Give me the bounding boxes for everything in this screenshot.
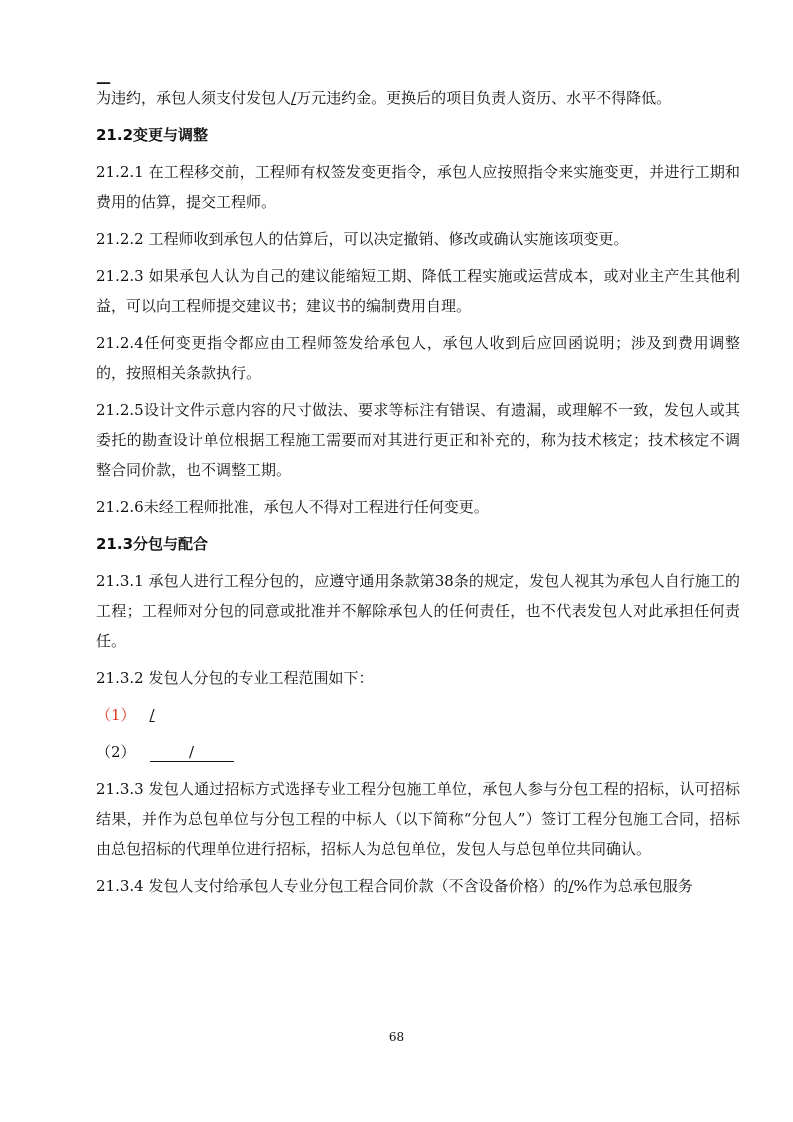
section-heading-21-3: 21.3分包与配合: [96, 535, 209, 553]
list-item-1-value: /: [149, 706, 155, 724]
paragraph-continuation: [96, 83, 740, 113]
page-number: 68: [388, 1030, 405, 1044]
list-item-2: [96, 737, 740, 767]
clause-21-2-1: 21.2.1 在工程移交前，工程师有权签发变更指令，承包人应按照指令来实施变更，并进行工期和费用的估算，提交工程师。: [96, 163, 740, 211]
clause-21-3-2: 21.3.2 发包人分包的专业工程范围如下：: [96, 669, 374, 687]
continuation-text-before: 为违约，承包人须支付发包人: [96, 89, 292, 107]
clause-21-3-4-after: %作为总承包服务: [573, 877, 693, 895]
section-heading-21-2: 21.2变更与调整: [96, 126, 209, 144]
clause-21-2-6: 21.2.6未经工程师批准，承包人不得对工程进行任何变更。: [96, 498, 489, 516]
top-dash-mark: —: [96, 73, 111, 91]
clause-21-3-3: 21.3.3 发包人通过招标方式选择专业工程分包施工单位，承包人参与分包工程的招标，认可招标结果，并作为总包单位与分包工程的中标人（以下简称“分包人”）签订工程分包施工合同，招标由总包招标的代理单位进行招标，招标人为总包单位，发包人与总包单位共同确认。: [96, 780, 740, 858]
list-item-1: [96, 700, 740, 730]
clause-21-2-2: 21.2.2 工程师收到承包人的估算后，可以决定撤销、修改或确认实施该项变更。: [96, 230, 629, 248]
clause-21-2-3: 21.2.3 如果承包人认为自己的建议能缩短工期、降低工程实施或运营成本，或对业主产生其他利益，可以向工程师提交建议书；建议书的编制费用自理。: [96, 267, 740, 315]
penalty-amount-blank: /: [291, 89, 297, 107]
list-item-2-value: /: [150, 743, 234, 762]
clause-21-3-4-before: 21.3.4 发包人支付给承包人专业分包工程合同价款（不含设备价格）的: [96, 877, 569, 895]
continuation-text-after: 万元违约金。更换后的项目负责人资历、水平不得降低。: [296, 89, 672, 107]
clause-21-2-4: 21.2.4任何变更指令都应由工程师签发给承包人，承包人收到后应回函说明；涉及到费用调整的，按照相关条款执行。: [96, 334, 740, 382]
clause-21-3-1: 21.3.1 承包人进行工程分包的，应遵守通用条款第38条的规定，发包人视其为承包人自行施工的工程；工程师对分包的同意或批准并不解除承包人的任何责任，也不代表发包人对此承担任何责任。: [96, 572, 740, 650]
service-fee-percent-blank: /: [568, 877, 574, 895]
clause-21-3-4: [96, 871, 740, 901]
list-item-2-label: （2）: [96, 743, 136, 761]
clause-21-2-5: 21.2.5设计文件示意内容的尺寸做法、要求等标注有错误、有遗漏，或理解不一致，发包人或其委托的勘查设计单位根据工程施工需要而对其进行更正和补充的，称为技术核定；技术核定不调整合同价款，也不调整工期。: [96, 401, 740, 479]
list-item-1-label: （1）: [96, 706, 136, 724]
document-body: [96, 83, 740, 908]
